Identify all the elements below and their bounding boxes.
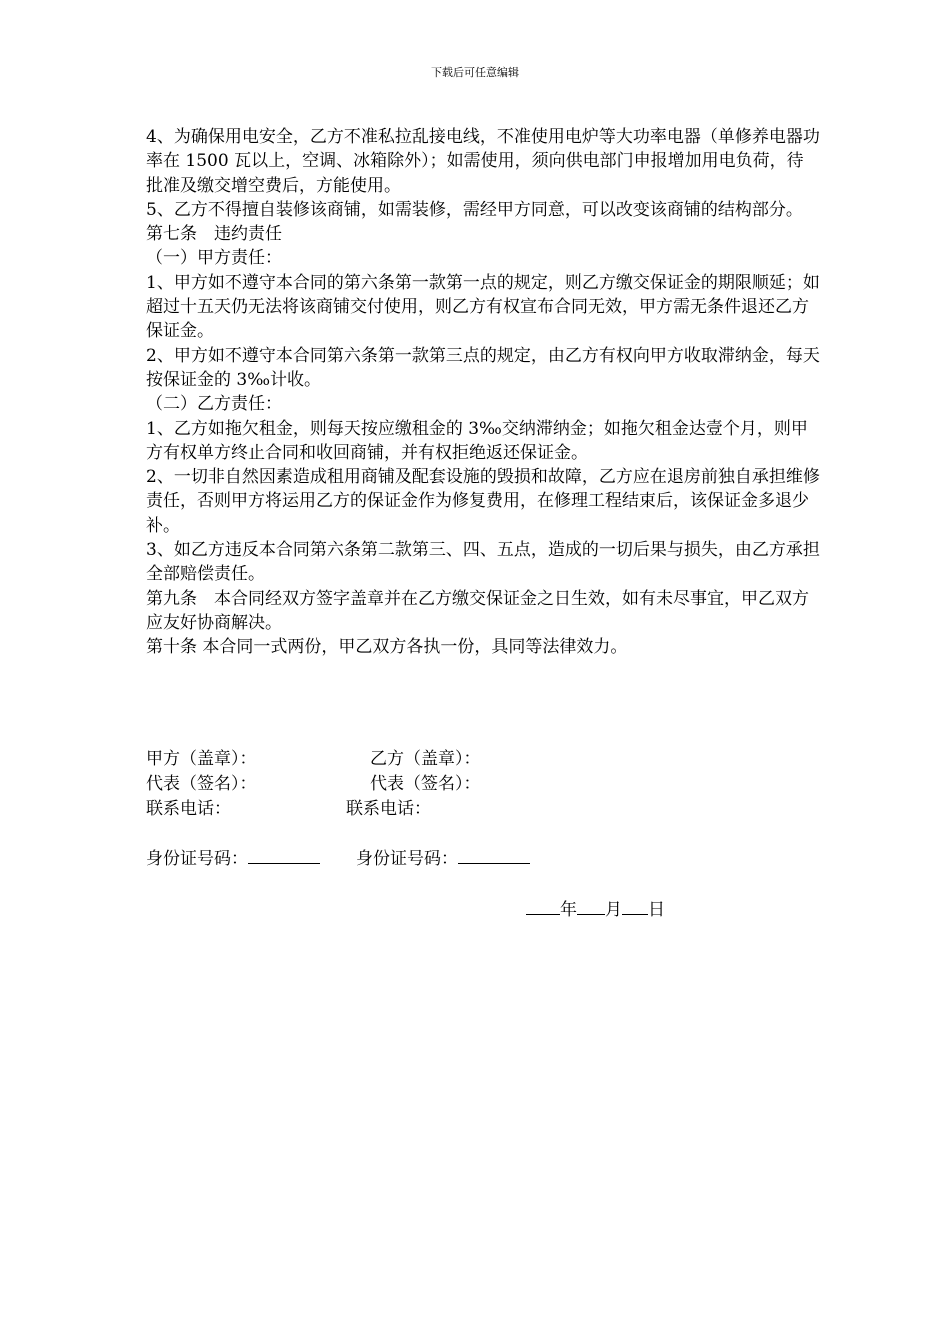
- clause-paragraph: 1、乙方如拖欠租金，则每天按应缴租金的 3‰交纳滞纳金；如拖欠租金达壹个月，则甲方有权单方终止合同和收回商铺，并有权拒绝返还保证金。: [146, 418, 808, 463]
- year-blank: [526, 898, 560, 915]
- article-heading: 第七条 违约责任: [146, 224, 282, 245]
- clause-paragraph: 1、甲方如不遵守本合同的第六条第一款第一点的规定，则乙方缴交保证金的期限顺延；如超过十五天仍无法将该商铺交付使用，则乙方有权宣布合同无效，甲方需无条件退还乙方保证金。: [146, 272, 820, 342]
- party-a-rep-label: 代表（签名）：: [146, 774, 257, 794]
- section-heading: （一）甲方责任：: [146, 248, 282, 269]
- article-paragraph: 第十条 本合同一式两份，甲乙双方各执一份，具同等法律效力。: [146, 637, 628, 658]
- party-a-seal-label: 甲方（盖章）：: [146, 749, 257, 769]
- month-label: 月: [605, 900, 622, 920]
- party-a-phone-label: 联系电话：: [146, 799, 231, 819]
- month-blank: [577, 898, 605, 915]
- section-heading: （二）乙方责任：: [146, 394, 282, 415]
- clause-paragraph: 5、乙方不得擅自装修该商铺，如需装修，需经甲方同意，可以改变该商铺的结构部分。: [146, 199, 803, 220]
- party-b-phone-label: 联系电话：: [346, 799, 431, 819]
- page-header-note: 下载后可任意编辑: [431, 66, 519, 79]
- clause-paragraph: 2、甲方如不遵守本合同第六条第一款第三点的规定，由乙方有权向甲方收取滞纳金，每天按保证金的 3‰计收。: [146, 345, 820, 390]
- party-a-id-field: [146, 847, 320, 871]
- clause-paragraph: 2、一切非自然因素造成租用商铺及配套设施的毁损和故障，乙方应在退房前独自承担维修责任，否则甲方将运用乙方的保证金作为修复费用，在修理工程结束后，该保证金多退少补。: [146, 467, 820, 536]
- clause-paragraph: 4、为确保用电安全，乙方不准私拉乱接电线，不准使用电炉等大功率电器（单修养电器功率在 1500 瓦以上，空调、冰箱除外）；如需使用，须向供电部门申报增加用电负荷，待批准及缴交增空费后，方能使用。: [146, 127, 820, 196]
- party-b-id-label: 身份证号码：: [356, 849, 458, 869]
- day-blank: [622, 898, 648, 915]
- contract-body: [146, 125, 820, 660]
- clause-paragraph: 3、如乙方违反本合同第六条第二款第三、四、五点，造成的一切后果与损失，由乙方承担全部赔偿责任。: [146, 540, 820, 585]
- party-b-id-field: [356, 847, 530, 871]
- signing-date: [526, 898, 665, 922]
- day-label: 日: [648, 900, 665, 920]
- party-a-id-label: 身份证号码：: [146, 849, 248, 869]
- party-a-id-blank: [248, 847, 320, 864]
- year-label: 年: [560, 900, 577, 920]
- party-b-id-blank: [458, 847, 530, 864]
- party-b-seal-label: 乙方（盖章）：: [370, 749, 481, 769]
- article-paragraph: 第九条 本合同经双方签字盖章并在乙方缴交保证金之日生效，如有未尽事宜，甲乙双方应友好协商解决。: [146, 588, 809, 633]
- party-b-rep-label: 代表（签名）：: [370, 774, 481, 794]
